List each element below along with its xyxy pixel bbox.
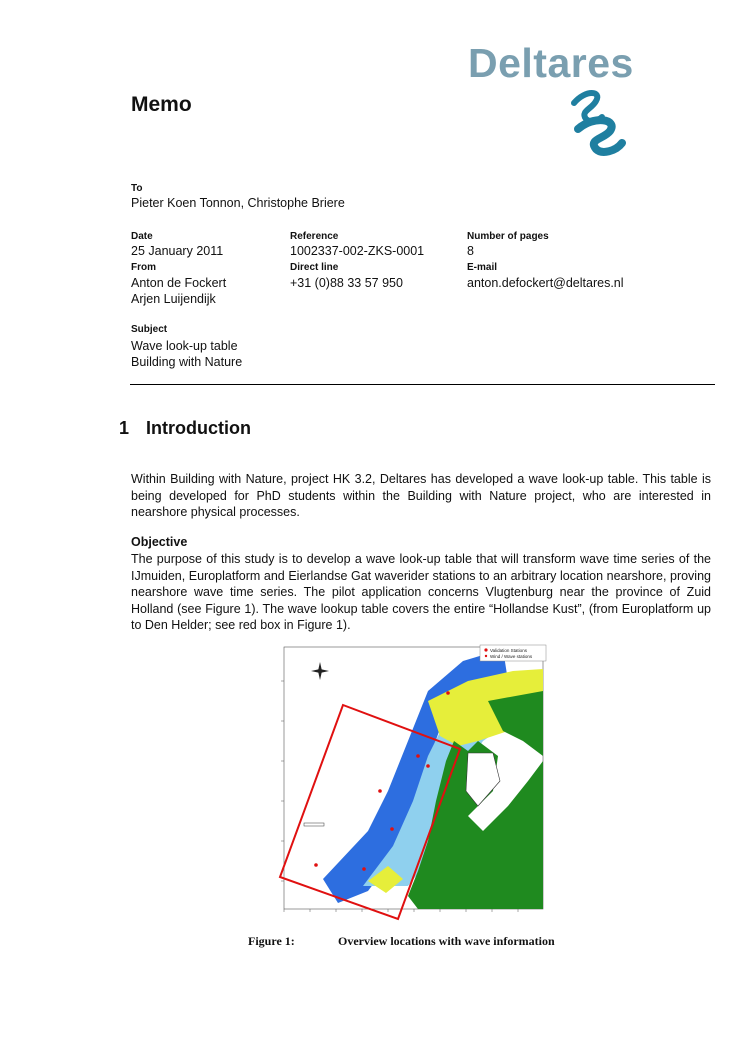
intro-paragraph: Within Building with Nature, project HK 3.2, Deltares has developed a wave look-up table. This table is being developed for PhD students within the Building with Nature project, who are interested in nearshore physical processes. <box>131 472 711 519</box>
subject-line-1: Wave look-up table <box>131 339 238 353</box>
subject-label: Subject <box>131 324 168 335</box>
overview-map-figure <box>268 641 552 924</box>
reference-value: 1002337-002-ZKS-0001 <box>290 244 425 258</box>
figure-caption-label: Figure 1: <box>248 934 295 948</box>
reference-label: Reference <box>290 231 339 242</box>
wave-logo-icon <box>566 85 636 160</box>
to-label: To <box>131 183 143 194</box>
to-value: Pieter Koen Tonnon, Christophe Briere <box>131 196 345 210</box>
pages-value: 8 <box>467 244 474 258</box>
subject-line-2: Building with Nature <box>131 355 243 369</box>
deltares-logo <box>468 40 658 160</box>
memo-title: Memo <box>131 93 192 116</box>
email-label: E-mail <box>467 262 498 273</box>
from-line-1: Anton de Fockert <box>131 276 227 290</box>
figure-caption-text: Overview locations with wave information <box>338 934 555 948</box>
legend-entry-1: Validation Stations <box>490 648 527 653</box>
logo-text: Deltares <box>468 40 634 86</box>
legend-entry-2: Wind / Wave stations <box>490 654 533 659</box>
section-title: Introduction <box>146 418 251 438</box>
from-line-2: Arjen Luijendijk <box>131 292 216 306</box>
email-value: anton.defockert@deltares.nl <box>467 276 624 290</box>
section-heading <box>119 418 251 439</box>
objective-heading: Objective <box>131 535 188 549</box>
header-divider <box>130 384 715 385</box>
pages-label: Number of pages <box>467 231 549 242</box>
objective-paragraph: The purpose of this study is to develop a wave look-up table that will transform wave time series of the IJmuiden, Europlatform and Eierlandse Gat waverider stations to an arbitrary location nearshore, proving nearshore wave time series. The pilot application concerns Vlugtenburg near the province of Zuid Holland (see Figure 1). The wave lookup table covers the entire “Hollandse Kust”, (from Europlatform up to Den Helder; see red box in Figure 1). <box>131 552 711 632</box>
direct-line-label: Direct line <box>290 262 339 273</box>
overview-map <box>268 641 552 924</box>
direct-line-value: +31 (0)88 33 57 950 <box>290 276 403 290</box>
date-value: 25 January 2011 <box>131 244 224 258</box>
date-label: Date <box>131 231 153 242</box>
section-number: 1 <box>119 418 130 438</box>
from-label: From <box>131 262 156 273</box>
